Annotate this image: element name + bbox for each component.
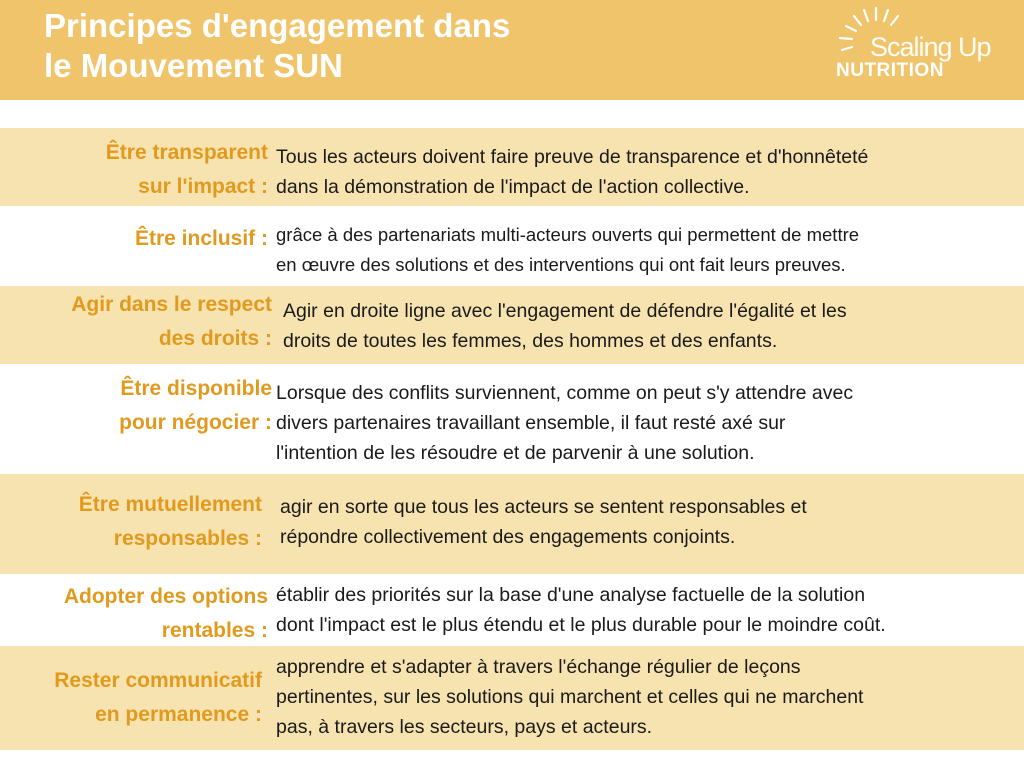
principle-label: Adopter des options rentables : [63, 585, 268, 642]
title-line-2: le Mouvement SUN [44, 47, 343, 84]
principle-label: Être mutuellement responsables : [78, 493, 262, 550]
principle-description: Tous les acteurs doivent faire preuve de transparence et d'honnêteté dans la démonstration de l'impact de l'action collective. [276, 146, 869, 198]
principle-label: Être disponible pour négocier : [119, 377, 272, 434]
principle-row [0, 364, 1024, 474]
logo-nutrition-text: NUTRITION [836, 60, 944, 81]
principle-description: établir des priorités sur la base d'une analyse factuelle de la solution dont l'impact est le plus étendu et le plus durable pour le moindre coût. [276, 584, 886, 636]
principle-description: Lorsque des conflits surviennent, comme on peut s'y attendre avec divers partenaires travaillant ensemble, il faut resté axé sur l'intention de les résoudre et de parvenir à une solution. [276, 382, 854, 464]
slide-title [44, 6, 510, 86]
principle-row [0, 206, 1024, 286]
scaling-up-nutrition-logo [832, 6, 1012, 86]
principle-description: apprendre et s'adapter à travers l'échange régulier de leçons pertinentes, sur les solutions qui marchent et celles qui ne marchent pas, à travers les secteurs, pays et acteurs. [276, 656, 864, 738]
principle-label: Rester communicatif en permanence : [54, 669, 262, 726]
principle-description: agir en sorte que tous les acteurs se sentent responsables et répondre collectivement des engagements conjoints. [280, 496, 807, 548]
principle-row [0, 574, 1024, 646]
logo-scaling-up-text: Scaling Up [870, 32, 991, 62]
principle-label: Agir dans le respect des droits : [71, 293, 272, 350]
principle-row [0, 474, 1024, 574]
slide-header [0, 0, 1024, 100]
principle-description: Agir en droite ligne avec l'engagement de défendre l'égalité et les droits de toutes les femmes, des hommes et des enfants. [283, 300, 847, 352]
title-line-1: Principes d'engagement dans [44, 7, 511, 44]
principle-row [0, 646, 1024, 750]
principle-label: Être inclusif : [134, 227, 268, 250]
principle-row [0, 128, 1024, 206]
principle-description: grâce à des partenariats multi-acteurs ouverts qui permettent de mettre en œuvre des solutions et des interventions qui ont fait leurs preuves. [276, 224, 860, 275]
principle-label: Être transparent sur l'impact : [105, 141, 268, 198]
principle-row [0, 286, 1024, 364]
